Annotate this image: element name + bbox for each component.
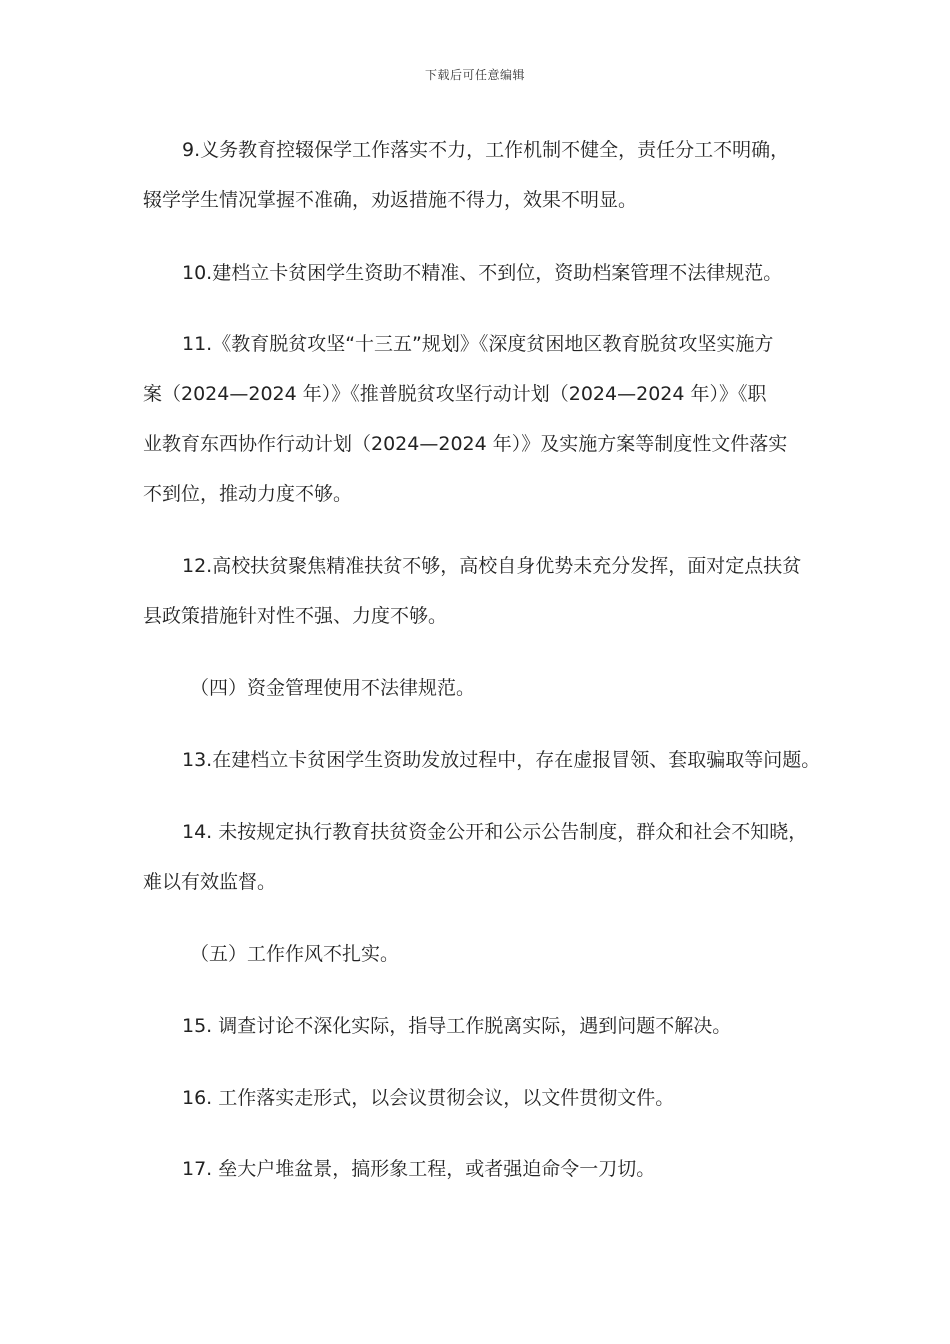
section-heading-5: （五）工作作风不扎实。 <box>190 943 400 965</box>
paragraph-12-line-2: 县政策措施针对性不强、力度不够。 <box>143 605 448 627</box>
paragraph-17-line-1: 17. 垒大户堆盆景，搞形象工程，或者强迫命令一刀切。 <box>182 1158 656 1180</box>
page-header: 下载后可任意编辑 <box>424 68 525 82</box>
section-heading-4: （四）资金管理使用不法律规范。 <box>190 677 476 699</box>
paragraph-10-line-1: 10.建档立卡贫困学生资助不精准、不到位，资助档案管理不法律规范。 <box>182 262 783 284</box>
paragraph-16-line-1: 16. 工作落实走形式，以会议贯彻会议，以文件贯彻文件。 <box>182 1087 675 1109</box>
paragraph-11-line-2: 案（2024—2024 年）》《推普脱贫攻坚行动计划（2024—2024 年）》《职 <box>143 383 767 405</box>
paragraph-14-line-2: 难以有效监督。 <box>143 871 277 893</box>
paragraph-11-line-1: 11.《教育脱贫攻坚“十三五”规划》《深度贫困地区教育脱贫攻坚实施方 <box>182 333 774 355</box>
paragraph-14-line-1: 14. 未按规定执行教育扶贫资金公开和公示公告制度，群众和社会不知晓， <box>182 821 808 843</box>
paragraph-11-line-3: 业教育东西协作行动计划（2024—2024 年）》及实施方案等制度性文件落实 <box>143 433 788 455</box>
paragraph-15-line-1: 15. 调查讨论不深化实际，指导工作脱离实际，遇到问题不解决。 <box>182 1015 732 1037</box>
paragraph-11-line-4: 不到位，推动力度不够。 <box>143 483 353 505</box>
paragraph-13-line-1: 13.在建档立卡贫困学生资助发放过程中，存在虚报冒领、套取骗取等问题。 <box>182 749 821 771</box>
paragraph-9-line-1: 9.义务教育控辍保学工作落实不力，工作机制不健全，责任分工不明确， <box>182 139 790 161</box>
paragraph-9-line-2: 辍学学生情况掌握不准确，劝返措施不得力，效果不明显。 <box>143 189 638 211</box>
paragraph-12-line-1: 12.高校扶贫聚焦精准扶贫不够，高校自身优势未充分发挥，面对定点扶贫 <box>182 555 802 577</box>
